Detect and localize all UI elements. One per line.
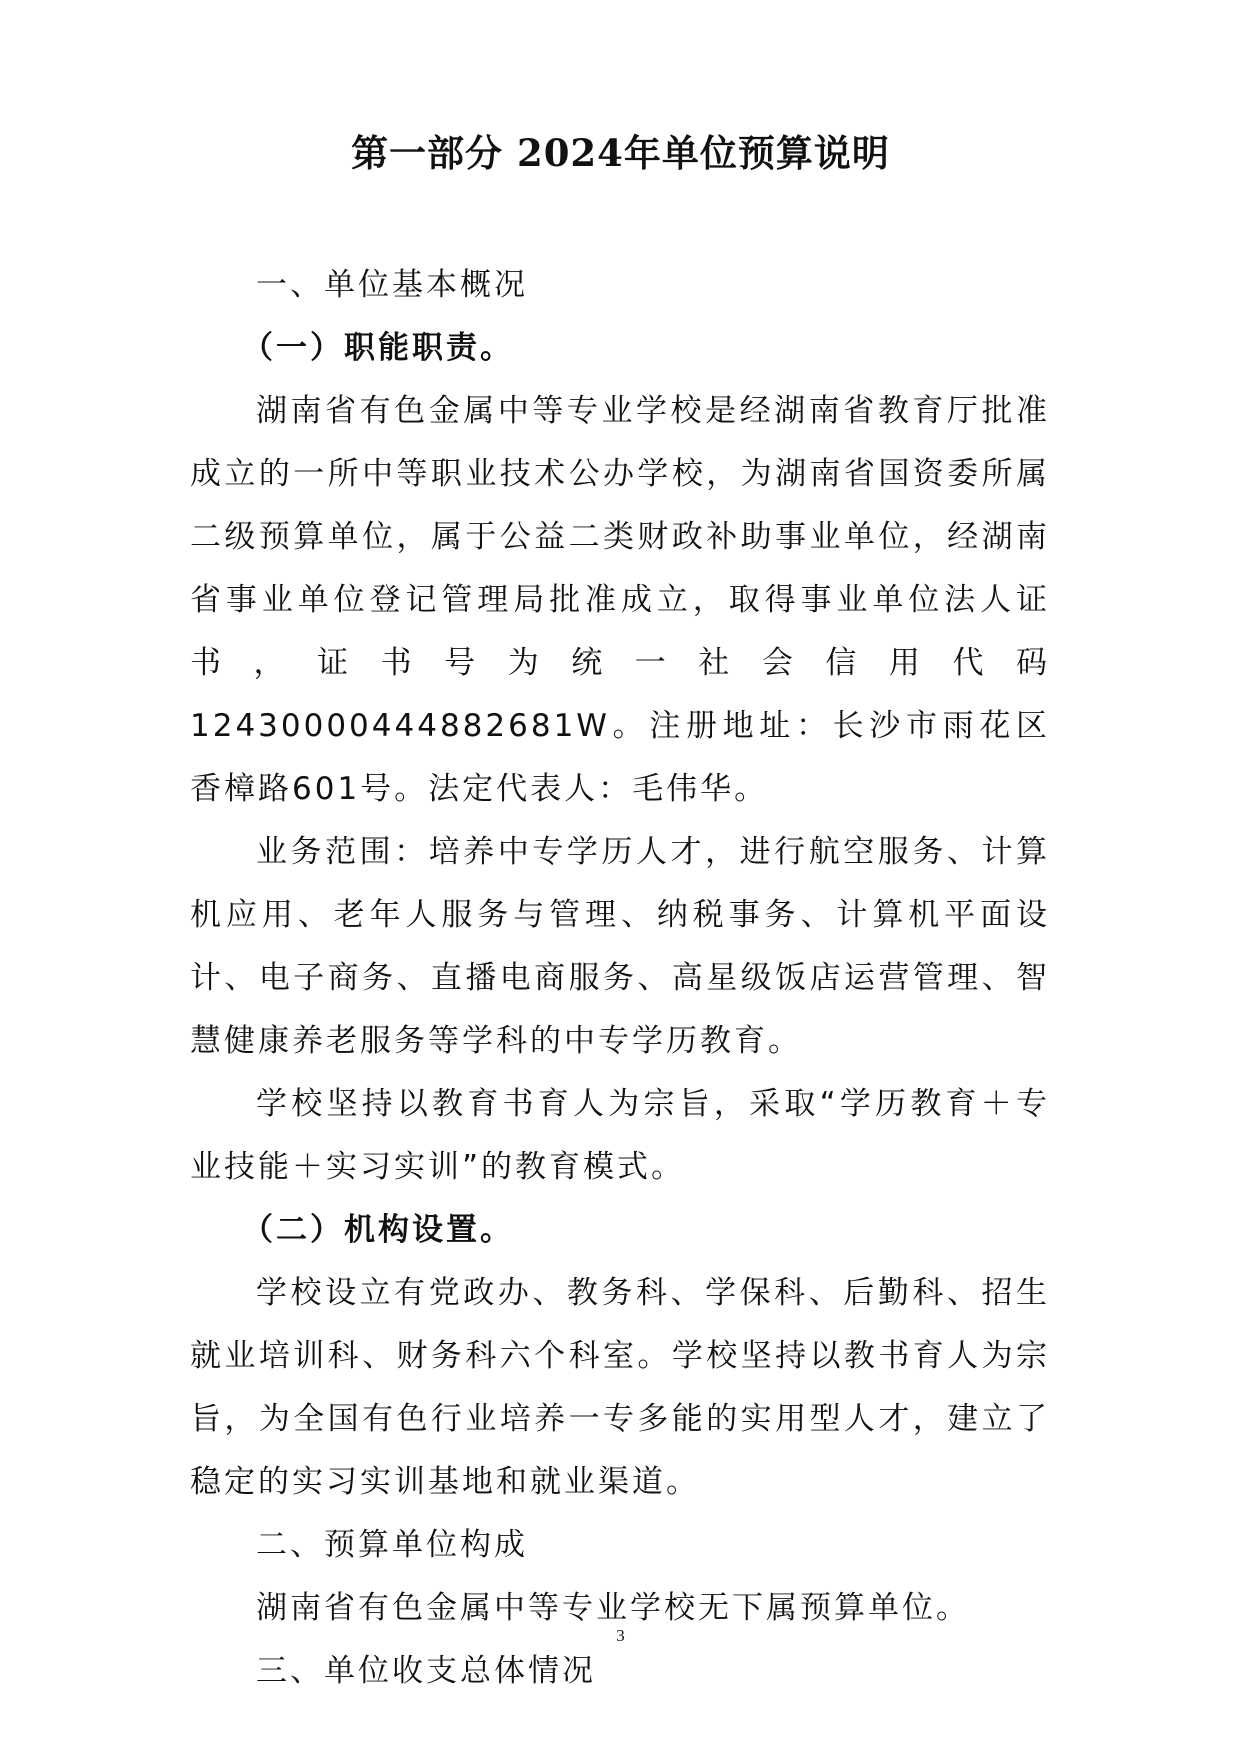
section-heading-3: 三、单位收支总体情况 [256,1653,596,1689]
paragraph-departments: 学校设立有党政办、教务科、学保科、后勤科、招生就业培训科、财务科六个科室。学校坚持以教书育人为宗旨，为全国有色行业培养一专多能的实用型人才，建立了稳定的实习实训基地和就业渠道。 [190,1275,1050,1500]
paragraph-education-model: 学校坚持以教育书育人为宗旨，采取“学历教育＋专业技能＋实习实训”的教育模式。 [190,1086,1050,1185]
paragraph-business-scope: 业务范围：培养中专学历人才，进行航空服务、计算机应用、老年人服务与管理、纳税事务、计算机平面设计、电子商务、直播电商服务、高星级饭店运营管理、智慧健康养老服务等学科的中专学历教育。 [190,834,1050,1059]
page-number: 3 [616,1626,625,1645]
section-heading-2: 二、预算单位构成 [256,1527,528,1563]
page-title: 第一部分 2024年单位预算说明 [351,131,890,175]
paragraph-budget-units: 湖南省有色金属中等专业学校无下属预算单位。 [256,1590,970,1626]
paragraph-school-intro: 湖南省有色金属中等专业学校是经湖南省教育厅批准成立的一所中等职业技术公办学校，为湖南省国资委所属二级预算单位，属于公益二类财政补助事业单位，经湖南省事业单位登记管理局批准成立，取得事业单位法人证书，证书号为统一社会信用代码12430000444882681W。注册地址：长沙市雨花区香樟路601号。法定代表人：毛伟华。 [190,393,1050,807]
section-heading-1: 一、单位基本概况 [256,267,528,303]
subsection-heading-duties: （一）职能职责。 [242,330,514,366]
document-body [190,254,1050,1703]
subsection-heading-organization: （二）机构设置。 [242,1212,514,1248]
